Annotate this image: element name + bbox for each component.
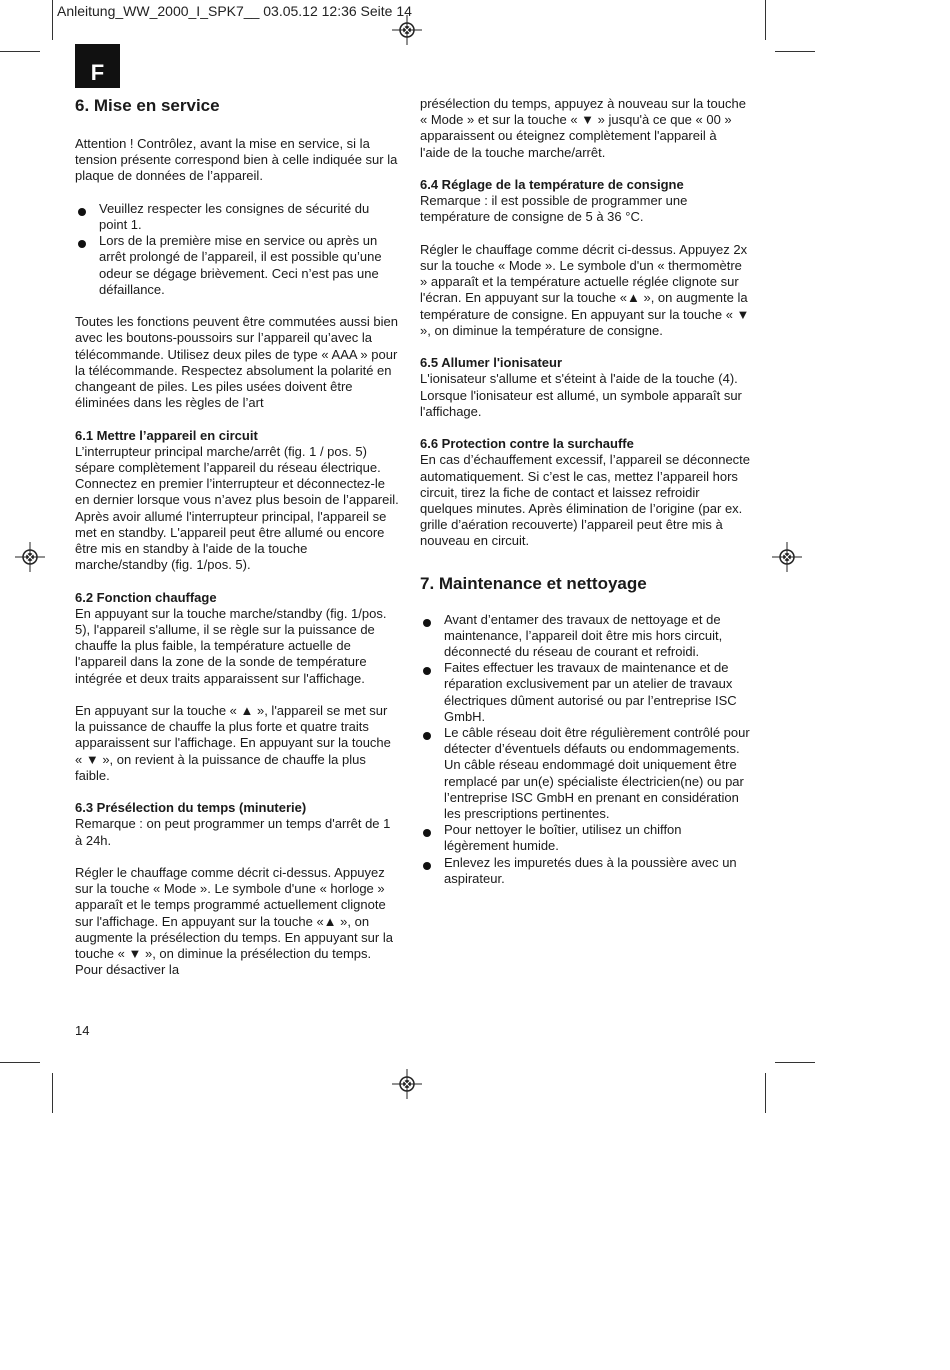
subsection-title: 6.1 Mettre l’appareil en circuit (75, 427, 258, 443)
subsection-title: 6.4 Réglage de la température de consigne (420, 177, 684, 192)
list-item: Veuillez respecter les consignes de sécurité du point 1. (75, 201, 400, 233)
paragraph: En appuyant sur la touche « ▲ », l'appareil se met sur la puissance de chauffe la plus forte et quatre traits apparaissent sur l'affichage. En appuyant sur la touche « ▼ », on revient à la puissance de chauffe la plus faible. (75, 703, 391, 783)
paragraph: Régler le chauffage comme décrit ci-dessus. Appuyez sur la touche « Mode ». Le symbole d'une « horloge » apparaît et le temps programmé actuellement clignote sur l'affichage. En appuyant sur la touche «▲ », on augmente la présélection du temps. En appuyant sur la touche « ▼ », on diminue la présélection du temps. Pour désactiver la (75, 865, 393, 978)
registration-mark-icon (392, 1069, 422, 1099)
crop-mark-bottom-right-h (775, 1062, 815, 1063)
crop-mark-bottom-left-v (52, 1073, 53, 1113)
crop-mark-top-right-v (765, 0, 766, 40)
list-item: Le câble réseau doit être régulièrement contrôlé pour détecter d’éventuels défauts ou endommagements. Un câble réseau endommagé doit uniquement être remplacé par un(e) spécialiste électricien(ne) ou par l’entreprise ISC GmbH en prenant en considération les prescriptions pertinentes. (420, 725, 750, 822)
crop-mark-top-left-h (0, 51, 40, 52)
paragraph: Après avoir allumé l'interrupteur principal, l'appareil se met en standby. L'appareil peut être allumé ou encore être mis en standby à l'aide de la touche marche/standby (fig. 1/pos. 5). (75, 508, 387, 573)
paragraph: Remarque : il est possible de programmer une température de consigne de 5 à 36 °C. (420, 193, 688, 225)
paragraph: Remarque : on peut programmer un temps d'arrêt de 1 à 24h. (75, 816, 391, 848)
registration-mark-icon (15, 542, 45, 572)
paragraph: Toutes les fonctions peuvent être commutées aussi bien avec les boutons-poussoirs sur l’appareil qu’avec la télécommande. Utilisez deux piles de type « AAA » pour la télécommande. Respectez absolument la polarité en changeant de piles. Les piles usées doivent être éliminées dans les règles de l’art (75, 314, 399, 411)
left-column (75, 96, 400, 978)
section-title: 7. Maintenance et nettoyage (420, 573, 647, 593)
crop-mark-bottom-left-h (0, 1062, 40, 1063)
bullet-list (75, 201, 400, 298)
paragraph: L'ionisateur s'allume et s'éteint à l'aide de la touche (4). Lorsque l'ionisateur est allumé, un symbole apparaît sur l'affichage. (420, 371, 742, 419)
bullet-list (420, 612, 750, 887)
subsection-title: 6.6 Protection contre la surchauffe (420, 436, 634, 452)
subsection-title: 6.5 Allumer l'ionisateur (420, 355, 563, 371)
crop-mark-bottom-right-v (765, 1073, 766, 1113)
paragraph: En appuyant sur la touche marche/standby (fig. 1/pos. 5), l'appareil s'allume, il se règle sur la puissance de chauffe la plus faible, la température actuelle de l'appareil dans la zone de la sonde de température intégrée et deux traits apparaissent sur l'affichage. (75, 605, 387, 686)
language-tab: F (75, 44, 120, 88)
paragraph: L’interrupteur principal marche/arrêt (fig. 1 / pos. 5) sépare complètement l’appareil du réseau électrique. Connectez en premier l’interrupteur et déconnectez-le en dernier lorsque vous n’avez plus besoin de l’appareil. (75, 443, 399, 508)
page-number: 14 (75, 1023, 90, 1038)
list-item: Avant d’entamer des travaux de nettoyage et de maintenance, l’appareil doit être mis hors circuit, déconnecté du réseau de courant et refroidi. (420, 612, 750, 661)
paragraph: En cas d’échauffement excessif, l’appareil se déconnecte automatiquement. Si c’est le cas, mettez l’appareil hors circuit, tirez la fiche de contact et laissez refroidir quelques minutes. Après élimination de l’origine (par ex. grille d’aération recouverte) l’appareil peut être mis à nouveau en circuit. (420, 452, 751, 549)
section-title: 6. Mise en service (75, 96, 220, 115)
right-column (420, 96, 750, 887)
list-item: Lors de la première mise en service ou après un arrêt prolongé de l’appareil, il est possible qu’une odeur se dégage brièvement. Ceci n’est pas une défaillance. (75, 233, 400, 298)
print-slug: Anleitung_WW_2000_I_SPK7__ 03.05.12 12:36 Seite 14 (57, 3, 412, 19)
list-item: Faites effectuer les travaux de maintenance et de réparation exclusivement par un atelier de travaux électriques dûment autorisé ou par l’entreprise ISC GmbH. (420, 660, 750, 725)
subsection-title: 6.2 Fonction chauffage (75, 589, 217, 605)
crop-mark-top-right-h (775, 51, 815, 52)
registration-mark-icon (392, 15, 422, 45)
crop-mark-top-left-v (52, 0, 53, 40)
list-item: Enlevez les impuretés dues à la poussière avec un aspirateur. (420, 855, 750, 887)
intro-paragraph: Attention ! Contrôlez, avant la mise en service, si la tension présente correspond bien à celle indiquée sur la plaque de données de l’appareil. (75, 136, 398, 184)
list-item: Pour nettoyer le boîtier, utilisez un chiffon légèrement humide. (420, 822, 750, 854)
registration-mark-icon (772, 542, 802, 572)
subsection-title: 6.3 Présélection du temps (minuterie) (75, 800, 307, 816)
paragraph: présélection du temps, appuyez à nouveau sur la touche « Mode » et sur la touche « ▼ » jusqu'à ce que « 00 » apparaissent ou éteignez complètement l'appareil à l'aide de la touche marche/arrêt. (420, 96, 746, 160)
paragraph: Régler le chauffage comme décrit ci-dessus. Appuyez 2x sur la touche « Mode ». Le symbole d'un « thermomètre » apparaît et la température actuelle réglée clignote sur l'écran. En appuyant sur la touche «▲ », on augmente la température de consigne. En appuyant sur la touche « ▼ », on diminue la température de consigne. (420, 241, 750, 338)
